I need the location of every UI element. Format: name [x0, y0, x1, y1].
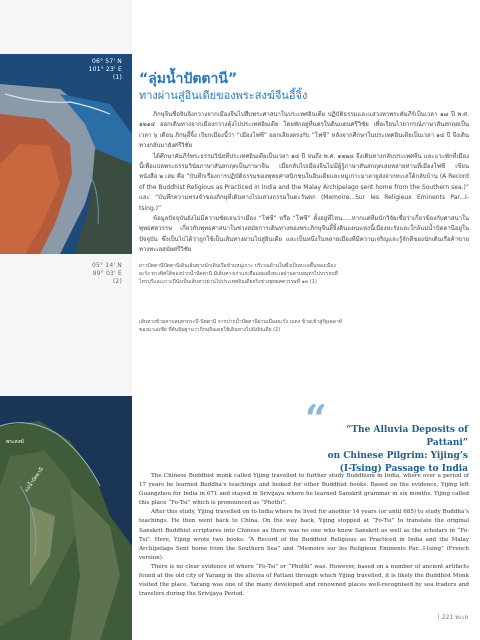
coord-lat-1: 06° 57' N: [91, 58, 122, 65]
coord-lat-2: 05° 14' N: [91, 262, 122, 269]
english-paragraph-3: There is no clear evidence of where “Fo-Tsi” or “Phothi” was. However, based on a number of ancient artifacts found at the old city of Yarang in the alluvia of Pattani through which Yijing travelled, it is likely the Buddhist Monk visited the place. Yarang was one of the many developed and renowned places well-recognised by sea traders and travelers during the Srivijaya Period.: [139, 563, 469, 598]
english-title-line-2: on Chinese Pilgrim: Yijing’s: [327, 451, 468, 461]
thai-body-text: [139, 110, 469, 256]
english-title: [318, 424, 468, 476]
map-label-river: แม่น้ำปัตตานี: [23, 466, 45, 494]
article-column: [139, 0, 480, 640]
thai-title: “ลุ่มน้ำปัตตานี”: [139, 71, 238, 87]
thai-paragraph-2: ได้ศึกษาคัมภีร์พระธรรมวินัยที่ประเทศอินเดียเป็นเวลา ๑๔ ปี จนถึง พ.ศ. ๑๒๒๘ จึงเดินทางกลับประเทศจีน และแวะพักที่เมืองนี้เพื่อแปลพระธรรมวินัยภาษาสันสกฤตเป็นภาษาจีน เมื่อกลับไปเมืองจีนไม่มีผู้รู้ภาษาสันสกฤตเลยหลายท่านที่เมืองโฟซี เขียนหนังสือ ๒ เล่ม คือ “บันทึกเรื่องการปฏิบัติธรรมของพุทธศาสนิกชนในอินเดียและหมู่เกาะมาลายูส่งจากทะเลใต้กลับบ้าน (A Record of the Buddhist Religious as Practiced in India and the Malay Archipelago sent home from the Southern sea.)” และ “บันทึกความทรงจำของภิกษุที่เดินทางไปแสวงธรรมในตะวันตก (Memoire...Sur les Religieux Eminents Par...I-tsing.)”: [139, 152, 469, 212]
coordinates-second: [92, 262, 122, 286]
page-number: | 221 ทะเล: [437, 614, 468, 621]
quote-mark-icon: “: [305, 396, 327, 441]
map-label-town: พระสงฆ์: [6, 439, 24, 445]
coord-index-1: (1): [112, 74, 122, 81]
satellite-image-1-graphic: [0, 54, 132, 254]
thai-paragraph-1: ภิกษุจีนชื่อจินจิงกวางจากเมืองจีนไปสืบพระศาสนาในประเทศอินเดีย ปฏิบัติธรรมและแสวงหาพระคัมภีร์เป็นเวลา ๑๗ ปี พ.ศ. ๑๒๑๔ ออกเดินทางจากเมืองกวางตุ้งไปประเทศอินเดีย โดยพักอยู่ที่นครในดินแดนศรีวิชัย เพื่อเรียนไวยากรณ์ภาษาสันสกฤตเป็นเวลา ๖ เดือน ภิกษุอี้จิ้ง เรียกเมืองนี้ว่า “เมืองโฟซี” ออกเสียงตรงกับ “โฟซี” หลังจากศึกษาในประเทศอินเดียเป็นเวลา ๑๔ ปี จึงเดินทางกลับมายังศรีวิชัย: [139, 111, 469, 150]
english-paragraph-2: After this study, Yijing travelled on to India where he lived for another 14 years (or until 685) to study Buddha’s teachings. He then went back to China. On the way back, Yijing stopped at “Fo-Tsi” to translate the original Sanskrit Buddhist scriptures into Chinese as there was no one who knew Sanskrit as well as the scholars in “Fo-Tsi”. Here, Yijing wrote two books: “A Record of the Buddhist Religious as Practiced in India and the Malay Archipelago Sent home from the Southern Sea” and “Memoire sur les Religieux Eminents Par...I-tsing” (French version).: [139, 509, 469, 561]
thai-subtitle: ทางผ่านสู่อินเดียของพระสงฆ์จีนอี้จิ้ง: [139, 89, 308, 102]
thai-paragraph-3: ข้อมูลปัจจุบันยังไม่มีความชัดเจนว่าเมือง “โฟซี” หรือ “โฟซี” ตั้งอยู่ที่ไหน.....หากแต่ทีมนักวิจัยเชื่อว่าเกี่ยวข้องกับศาสนาในพุทธศตวรรษ เกี่ยวกับพุทธศาสนาในช่วงสมัยการเดินทางของพระภิกษุจีนอี้จิ้งดินแดนแห่งนี้เมืองยะรังและใกล้แม่น้ำปัตตานีอยู่ในปัจจุบัน ซึ่งเป็นไปได้ว่าถูกใช้เป็นเส้นทางผ่านไปสู่อินเดีย และเป็นหนึ่งในหลายเมืองที่มีความเจริญและรู้จักดีของนักเดินเรือค้าขายทางทะเลสมัยศรีวิชัย: [139, 215, 469, 254]
coordinates-first: [89, 58, 122, 82]
satellite-image-pattani-coast: [0, 54, 132, 254]
satellite-image-2-graphic: [0, 396, 132, 640]
english-body-text: [139, 472, 469, 599]
english-title-line-3: (I-Tsing) Passage to India: [339, 464, 468, 474]
english-paragraph-1: The Chinese Buddhist monk called Yijing travelled to further study Buddhism in India, where over a period of 17 years he learned Buddha’s teachings and looked for other Buddhist books. Based on the evidence, Yijing left Guangzhou for India in 671 and stayed in Srivijaya where he learned Sanskrit grammar in six months. Yijing called this place “Fo-Tsi” which is pronounced as “Phothi”.: [139, 473, 469, 507]
coord-lon-1: 101° 23' E: [88, 66, 122, 73]
image-caption-2: เส้นทางข้ามคาบสมุทรกระบี่-ปัตตานี จากปากน้ำปัตตานีผ่านเมืองยะรัง เบตง ข้ามเข้าสู่รัฐเคดาห์ของมาเลเซีย ที่สันนิษฐานว่าภิกษุจีนเคยใช้เดินทางไปยังอินเดีย (2): [139, 319, 343, 333]
satellite-image-peninsula: [0, 396, 132, 640]
left-image-column: [0, 0, 132, 640]
coord-lon-2: 99° 03' E: [92, 270, 122, 277]
english-title-line-1: “The Alluvia Deposits of Pattani”: [346, 425, 468, 448]
coord-index-2: (2): [112, 278, 122, 285]
image-caption-1: ผ่าวปัตตานีปัตตานีเดินเส้นทางนักเดินเรือข้ามหมู่เกาะ บริเวณด้านในซึ่งเป็นทะเลตื้นของเมืองยะรัง ทางทิศใต้ของปากน้ำปัตตานี มีเส้นทางเก่าแก่เชื่อมสองฝั่งทะเลผ่านคาบสมุทรไปบรรจบที่ไทรบุรีและเกาะปีนังเป็นเส้นทางผ่านไปประเทศอินเดียจริงช่วงพุทธศตวรรษที่ ๑๓ (1): [139, 263, 338, 285]
